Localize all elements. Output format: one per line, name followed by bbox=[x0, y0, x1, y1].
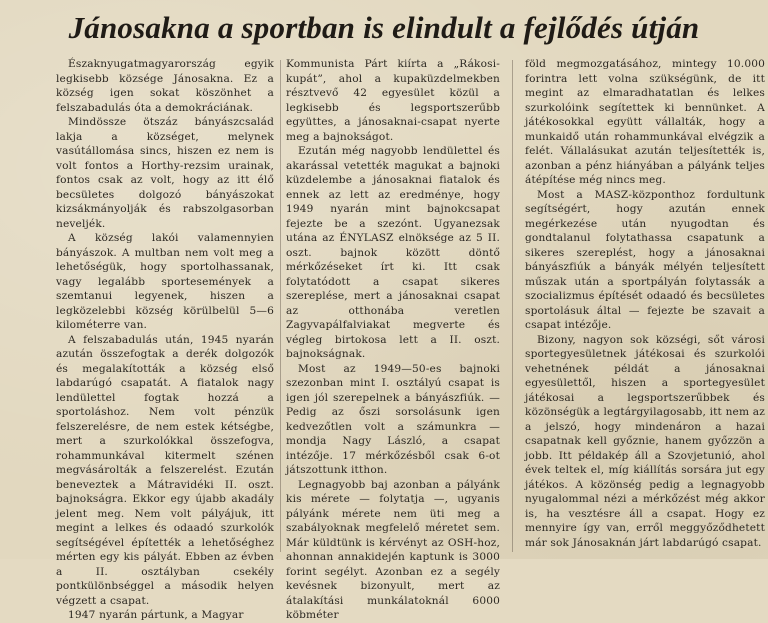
headline: Jánosakna a sportban is elindult a fejlődés útján bbox=[68, 10, 700, 45]
paragraph: Legnagyobb baj azonban a pályánk kis mérete — folytatja —, ugyanis pályánk mérete nem üti meg a szabályoknak megfelelő méretet sem. Már küldtünk is kérvényt az OSH-hoz, ahonnan annakidején kaptunk is 3000 forint segélyt. Azonban ez a segély kevésnek bizonyult, mert az átalakítási munkálatoknál 6000 köbméter bbox=[286, 478, 500, 621]
paragraph: föld megmozgatásához, mintegy 10.000 forintra lett volna szükségünk, de itt megint az elmaradhatatlan és lelkes szurkolóink segítettek ki bennünket. A játékosokkal együtt vállalták, hogy a munkaidő után rohammunkával elvégzik a felét. Vállalásukat azután teljesítették is, azonban a pénz hiányában a pályánk teljes átépítése még nincs meg. bbox=[525, 58, 765, 186]
column-divider bbox=[280, 60, 281, 552]
paragraph: Kommunista Párt kiírta a „Rákosi-kupát”, ahol a kupaküzdelmekben résztvevő 42 egyesület közül a legkisebb és legsportszerűbb együttes, a jánosaknai-csapat nyerte meg a bajnokságot. bbox=[286, 58, 500, 143]
paragraph: Mindössze ötszáz bányászcsalád lakja a községet, melynek vasútállomása sincs, hiszen ez nem is volt fontos a Horthy-rezsim urainak, fontos csak az volt, hogy az itt élő becsületes dolgozó bányászokat kizsákmányolják és rabszolgasorban neveljék. bbox=[56, 116, 274, 230]
paragraph: Most az 1949—50-es bajnoki szezonban mint I. osztályú csapat is igen jól szerepelnek a bányászfiúk. — Pedig az őszi sorsolásunk igen kedvezőtlen volt a számunkra — mondja Nagy László, a csapat intézője. 17 mérkőzésből csak 6-ot játszottunk itthon. bbox=[286, 362, 500, 476]
article-column-1 bbox=[56, 57, 274, 621]
column-divider bbox=[512, 60, 513, 552]
paragraph: Bizony, nagyon sok községi, sőt városi sportegyesületnek játékosai és szurkolói vehetnének példát a jánosaknai egyesülettől, hiszen a sportegyesület játékosai a legsportszerűbbek és közönségük a legtárgyilagosabb, itt nem az a jelszó, hogy mindenáron a hazai csapatnak kell győznie, hanem győzzön a jobb. Itt példakép áll a Szovjetunió, ahol évek teltek el, míg kiállítás sorsára jut egy játékos. A közönség pedig a legnagyobb nyugalommal nézi a mérkőzést még akkor is, ha vesztésre áll a csapat. Hogy ez mennyire így van, erről meggyőződhetett már sok Jánosaknán járt labdarúgó csapat. bbox=[525, 333, 765, 549]
paragraph: 1947 nyarán pártunk, a Magyar bbox=[68, 609, 244, 621]
paragraph: A felszabadulás után, 1945 nyarán azután összefogtak a derék dolgozók és megalakították a község első labdarúgó csapatát. A fiatalok nagy lendülettel fogtak hozzá a sportoláshoz. Nem volt pénzük felszerelésre, de nem estek kétségbe, mert a szurkolókkal összefogva, rohammunkával kitermelt szénen megvásárolták a felszerelést. Ezután beneveztek a Mátravidéki II. oszt. bajnokságra. Ekkor egy újabb akadály jelent meg. Nem volt pályájuk, itt megint a lelkes és odaadó szurkolók segítségével építették a lehetőséghez mérten egy kis pályát. Ebben az évben a II. osztályban csekély pontkülönbséggel a második helyen végzett a csapat. bbox=[56, 333, 274, 607]
paragraph: A község lakói valamennyien bányászok. A multban nem volt meg a lehetőségük, hogy sportolhassanak, vagy legalább sportesemények a szemtanui legyenek, hiszen a legközelebbi község körülbelül 5—6 kilométerre van. bbox=[56, 232, 274, 331]
article-column-2 bbox=[286, 57, 500, 621]
paragraph: Északnyugatmagyarország egyik legkisebb községe Jánosakna. Ez a község igen sokat köszönhet a felszabadulás óta a demokráciának. bbox=[56, 58, 274, 114]
paragraph: Most a MASZ-központhoz fordultunk segítségért, hogy azután ennek megérkezése után nyugodtan és gondtalanul folytathassa csapatunk a sikeres szereplést, hogy a jánosaknai bányászfiúk a bányák mélyén teljesített műszak után a sportpályán folytassák a szocializmus építését odaadó és becsületes sportolásuk által — fejezte be szavait a csapat intézője. bbox=[525, 188, 765, 331]
paragraph: Ezután még nagyobb lendülettel és akarással vetették magukat a bajnoki küzdelembe a jánosaknai fiatalok és ennek az lett az eredménye, hogy 1949 nyarán mint bajnokcsapat fejezte be a szezónt. Ugyanezsak utána az ÉNYLASZ elnöksége az 5 II. oszt. bajnok között döntő mérkőzéseket írt ki. Itt csak folytatódott a csapat sikeres szereplése, mert a jánosaknai csapat az otthonába veretlen Zagyvapálfalviakat megverte és végleg birtokosa lett a II. oszt. bajnokságnak. bbox=[286, 145, 500, 360]
article-column-3 bbox=[525, 57, 765, 557]
